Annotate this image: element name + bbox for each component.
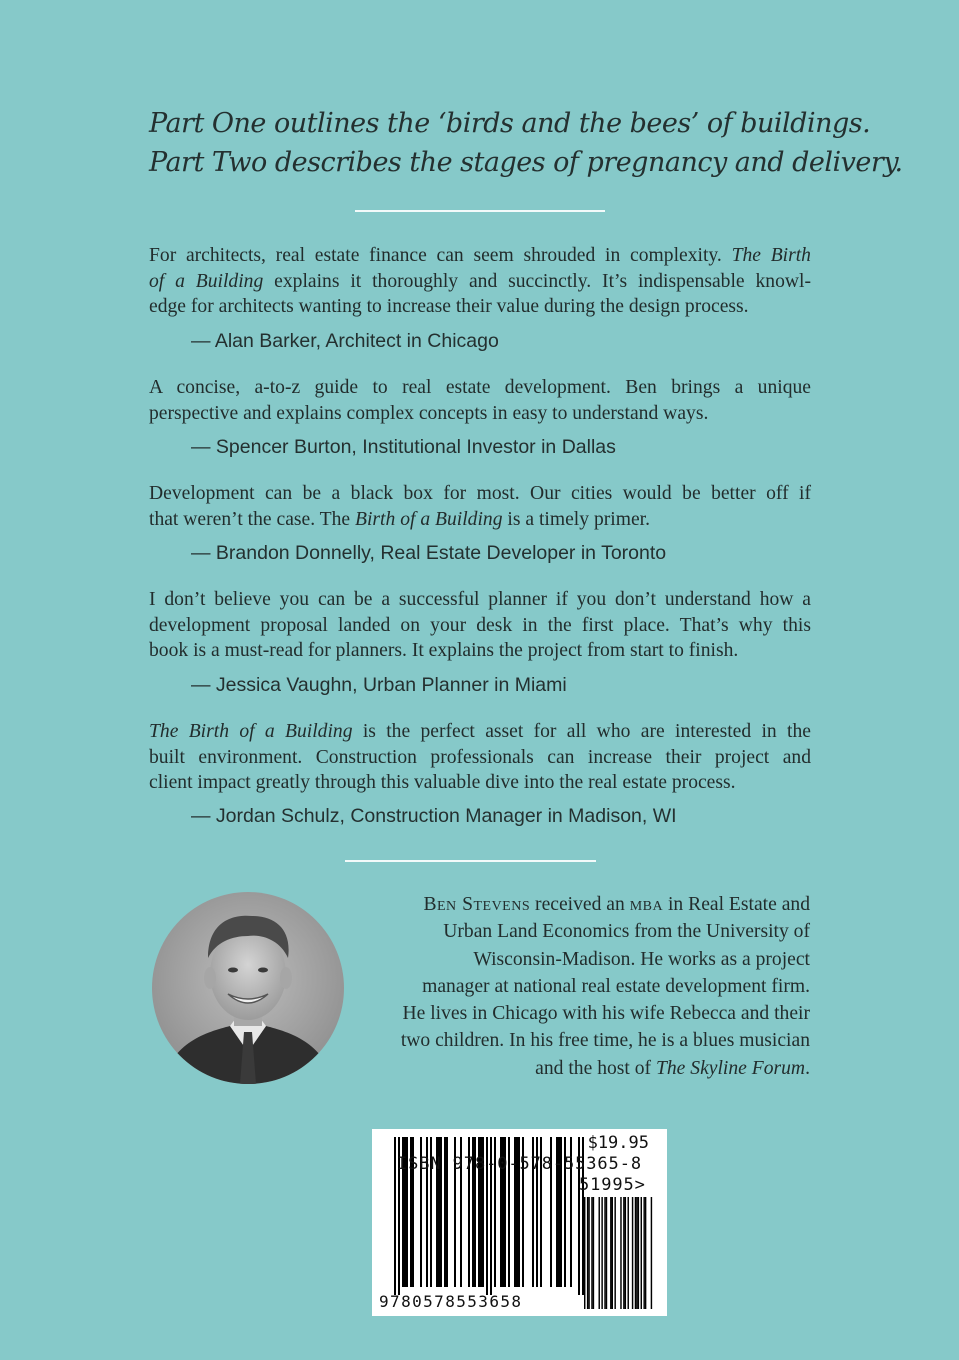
addon-bar <box>623 1197 624 1309</box>
testimonial-line: I don’t believe you can be a successful planner if you don’t understand how a <box>149 589 811 610</box>
testimonial-line: Development can be a black box for most. Our cities would be better off if <box>149 483 811 504</box>
isbn-label: ISBN 978-0-578-55365-8 <box>397 1154 642 1174</box>
testimonial-4 <box>149 587 811 664</box>
testimonial-2 <box>149 375 811 426</box>
testimonial-line: of a Building explains it thoroughly and succinctly. It’s indispensable knowl- <box>149 270 811 292</box>
addon-bar <box>641 1197 642 1309</box>
barcode-panel <box>372 1129 667 1316</box>
addon-bar <box>620 1197 621 1309</box>
addon-bar <box>593 1197 594 1309</box>
addon-bar <box>604 1197 605 1309</box>
ean-digits-label: 9780578553658 <box>379 1292 523 1311</box>
tagline-line-2: Part Two describes the stages of pregnancy and delivery. <box>149 147 903 178</box>
author-portrait-icon <box>152 892 344 1084</box>
addon-bar <box>606 1197 607 1309</box>
addon-bar <box>635 1197 636 1309</box>
testimonial-attribution: — Jessica Vaughn, Urban Planner in Miami <box>191 674 567 696</box>
addon-bar <box>584 1197 585 1309</box>
addon-bar <box>632 1197 633 1309</box>
addon-bar <box>591 1197 592 1309</box>
price-label: $19.95 <box>587 1133 649 1153</box>
testimonial-1 <box>149 243 811 320</box>
show-title: The Skyline Forum <box>655 1057 806 1079</box>
testimonial-line: edge for architects wanting to increase their value during the design process. <box>149 296 749 317</box>
testimonial-line: The Birth of a Building is the perfect asset for all who are interested in the <box>149 721 811 742</box>
addon-bar <box>643 1197 644 1309</box>
addon-bar <box>614 1197 615 1309</box>
bio-line: manager at national real estate development firm. <box>422 975 810 997</box>
testimonial-line: that weren’t the case. The Birth of a Building is a timely primer. <box>149 508 650 530</box>
addon-bar <box>587 1197 588 1309</box>
addon-bar <box>612 1197 613 1309</box>
testimonial-line: built environment. Construction professionals can increase their project and <box>149 746 811 768</box>
bio-line: and the host of The Skyline Forum. <box>535 1057 810 1079</box>
barcode-bar <box>394 1137 396 1295</box>
addon-bar <box>636 1197 637 1309</box>
addon-bar <box>588 1197 589 1309</box>
testimonial-5 <box>149 719 811 796</box>
addon-bar <box>625 1197 626 1309</box>
testimonial-attribution: — Jordan Schulz, Construction Manager in Madison, WI <box>191 805 677 827</box>
testimonial-line: development proposal landed on your desk in the first place. That’s why this <box>149 614 811 636</box>
author-name: Ben Stevens <box>423 894 531 915</box>
addon-bar <box>628 1197 629 1309</box>
tagline <box>149 104 903 182</box>
tagline-line-1: Part One outlines the ‘birds and the bees’ of buildings. <box>149 108 871 139</box>
divider-bottom <box>345 860 596 862</box>
testimonial-line: client impact greatly through this valuable dive into the real estate process. <box>149 772 736 793</box>
bio-line: Wisconsin-Madison. He works as a project <box>473 948 810 970</box>
bio-line: He lives in Chicago with his wife Rebecca and their <box>402 1003 810 1025</box>
addon-bar <box>638 1197 639 1309</box>
testimonial-line: A concise, a-to-z guide to real estate development. Ben brings a unique <box>149 377 811 398</box>
addon-bar <box>601 1197 602 1309</box>
testimonial-attribution: — Spencer Burton, Institutional Investor in Dallas <box>191 436 616 458</box>
testimonial-3 <box>149 481 811 532</box>
author-bio <box>349 891 810 1082</box>
divider-top <box>355 210 605 212</box>
bio-line: Urban Land Economics from the University of <box>443 921 810 943</box>
bio-line: Ben Stevens received an mba in Real Estate and <box>423 894 810 915</box>
bio-line: two children. In his free time, he is a blues musician <box>400 1030 810 1052</box>
testimonial-attribution: — Brandon Donnelly, Real Estate Developer in Toronto <box>191 542 667 564</box>
testimonial-line: perspective and explains complex concepts in easy to understand ways. <box>149 402 709 424</box>
addon-bar <box>610 1197 611 1309</box>
testimonial-line: book is a must-read for planners. It explains the project from start to finish. <box>149 640 739 661</box>
addon-bar <box>599 1197 600 1309</box>
addon-label: 51995> <box>579 1175 646 1195</box>
addon-bar <box>651 1197 652 1309</box>
testimonial-attribution: — Alan Barker, Architect in Chicago <box>191 330 499 352</box>
testimonial-line: For architects, real estate finance can seem shrouded in complexity. The Birth <box>149 245 811 266</box>
addon-bar <box>645 1197 646 1309</box>
